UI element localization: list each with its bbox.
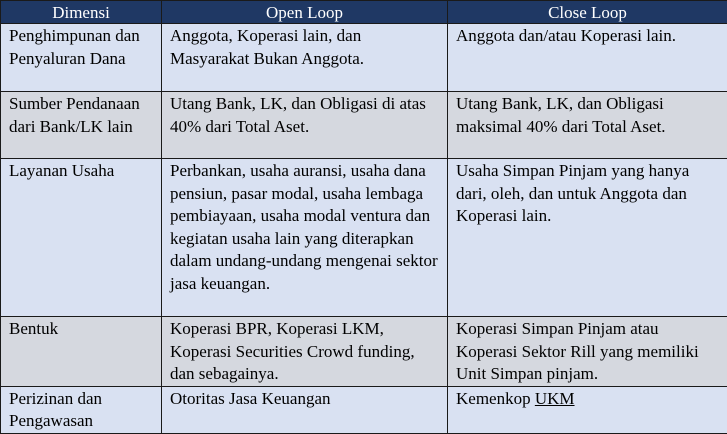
cell-dimension: Layanan Usaha [1, 159, 162, 317]
cell-dimension: Sumber Pendanaan dari Bank/LK lain [1, 92, 162, 159]
header-row [1, 1, 727, 24]
cell-open-loop: Perbankan, usaha auransi, usaha dana pensiun, pasar modal, usaha lembaga pembiayaan, usaha modal ventura dan kegiatan usaha lain yang diterapkan dalam undang-undang mengenai sektor jasa keuangan. [162, 159, 448, 317]
cell-dimension: Bentuk [1, 317, 162, 387]
cell-open-loop: Anggota, Koperasi lain, dan Masyarakat Bukan Anggota. [162, 24, 448, 92]
cell-close-loop: Koperasi Simpan Pinjam atau Koperasi Sektor Rill yang memiliki Unit Simpan pinjam. [448, 317, 727, 387]
ukm-underlined-text: UKM [535, 389, 575, 408]
header-close-loop: Close Loop [448, 1, 727, 24]
table-row [1, 92, 727, 159]
cell-close-loop-text: Kemenkop [456, 389, 531, 408]
table-row [1, 24, 727, 92]
cell-open-loop: Otoritas Jasa Keuangan [162, 386, 448, 433]
table-row [1, 317, 727, 387]
cell-dimension: Perizinan dan Pengawasan [1, 386, 162, 433]
cell-close-loop: Usaha Simpan Pinjam yang hanya dari, oleh, dan untuk Anggota dan Koperasi lain. [448, 159, 727, 317]
cell-dimension: Penghimpunan dan Penyaluran Dana [1, 24, 162, 92]
header-dimensi: Dimensi [1, 1, 162, 24]
table-row [1, 159, 727, 317]
cell-open-loop: Koperasi BPR, Koperasi LKM, Koperasi Securities Crowd funding, dan sebagainya. [162, 317, 448, 387]
cell-open-loop: Utang Bank, LK, dan Obligasi di atas 40% dari Total Aset. [162, 92, 448, 159]
cell-close-loop: Utang Bank, LK, dan Obligasi maksimal 40% dari Total Aset. [448, 92, 727, 159]
cell-close-loop [448, 386, 727, 433]
table-row [1, 386, 727, 433]
header-open-loop: Open Loop [162, 1, 448, 24]
cell-close-loop: Anggota dan/atau Koperasi lain. [448, 24, 727, 92]
